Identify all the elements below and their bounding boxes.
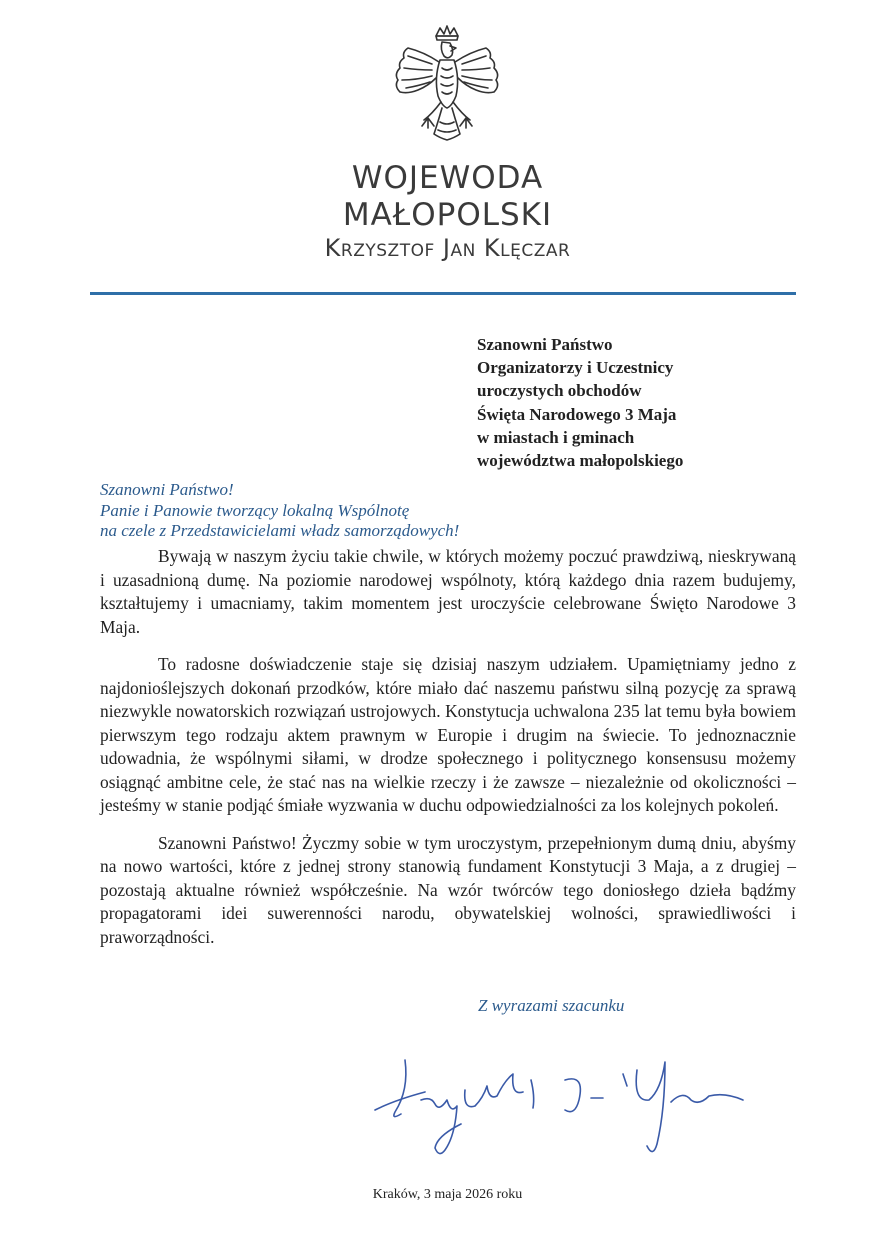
salutation-line: Szanowni Państwo! bbox=[100, 480, 234, 499]
body-paragraph: Bywają w naszym życiu takie chwile, w których możemy poczuć prawdziwą, nieskrywaną i uzasadnioną dumę. Na poziomie narodowej wspólnoty, którą każdego dnia razem budujemy, kształtujemy i umacniamy, takim momentem jest uroczyście celebrowane Święto Narodowe 3 Maja. bbox=[100, 546, 796, 637]
letter-body bbox=[100, 545, 796, 963]
addressee-block bbox=[477, 333, 817, 472]
body-paragraph: To radosne doświadczenie staje się dzisiaj naszym udziałem. Upamiętniamy jedno z najdonioślejszych dokonań przodków, które miało dać naszemu państwu silną pozycję za sprawą niezwykle nowatorskich rozwiązań ustrojowych. Konstytucja uchwalona 235 lat temu była bowiem pierwszym tego rodzaju aktem prawnym w Europie i drugim na świecie. To jednoznacznie udowadnia, że wspólnymi siłami, w drodze społecznego i politycznego konsensusu możemy osiągnąć ambitne cele, że stać nas na wielkie rzeczy i że zawsze – niezależnie od okoliczności – jesteśmy w stanie podjąć śmiałe wyzwania w duchu odpowiedzialności za los kolejnych pokoleń. bbox=[100, 654, 796, 815]
place-and-date: Kraków, 3 maja 2026 roku bbox=[372, 1187, 523, 1202]
salutation-block bbox=[100, 480, 820, 542]
office-title-line-2: MAŁOPOLSKI bbox=[342, 197, 553, 233]
body-paragraph: Szanowni Państwo! Życzmy sobie w tym uroczystym, przepełnionym dumą dniu, abyśmy na nowo wartości, które z jednej strony stanowią fundament Konstytucji 3 Maja, a z drugiej – pozostają aktualne również współcześnie. Na wzór twórców tego doniosłego dzieła bądźmy propagatorami idei suwerenności narodu, obywatelskiej wolności, sprawiedliwości i praworządności. bbox=[100, 832, 796, 947]
header-divider bbox=[90, 292, 796, 295]
addressee-line: w miastach i gminach bbox=[477, 427, 635, 447]
closing-phrase: Z wyrazami szacunku bbox=[478, 996, 625, 1015]
addressee-line: województwa małopolskiego bbox=[477, 451, 684, 471]
salutation-line: na czele z Przedstawicielami władz samorządowych! bbox=[100, 521, 460, 540]
addressee-line: Szanowni Państwo bbox=[477, 335, 613, 354]
addressee-line: Organizatorzy i Uczestnicy bbox=[477, 358, 674, 378]
handwritten-signature-icon bbox=[365, 1040, 765, 1170]
addressee-line: Święta Narodowego 3 Maja bbox=[477, 404, 677, 424]
official-name: Krzysztof Jan Klęczar bbox=[324, 234, 571, 262]
addressee-line: uroczystych obchodów bbox=[477, 381, 642, 401]
white-eagle-emblem-icon bbox=[384, 22, 510, 150]
salutation-line: Panie i Panowie tworzący lokalną Wspólnotę bbox=[100, 500, 410, 520]
office-title-line-1: WOJEWODA bbox=[351, 160, 544, 196]
